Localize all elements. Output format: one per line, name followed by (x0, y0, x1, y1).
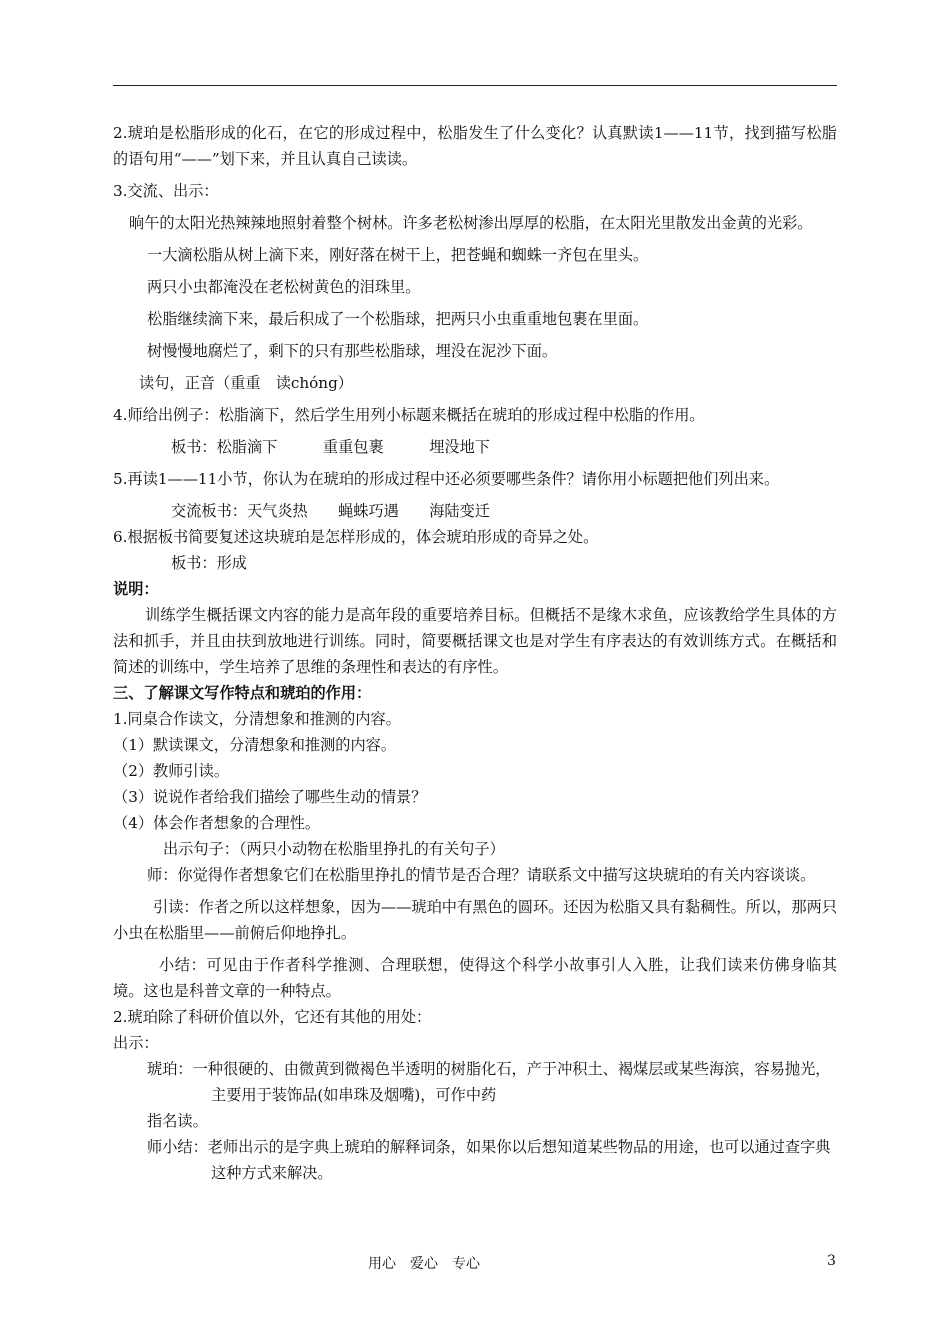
step-3-heading: 3.交流、出示： (113, 182, 219, 200)
quote-paragraph-5: 树慢慢地腐烂了，剩下的只有那些松脂球，埋没在泥沙下面。 (147, 342, 558, 360)
teacher-summary: 师小结：老师出示的是字典上琥珀的解释词条，如果你以后想知道某些物品的用途，也可以通过查字典这种方式来解决。 (147, 1138, 831, 1182)
footer-motto: 用心 爱心 专心 (368, 1256, 480, 1272)
guided-reading-paragraph: 引读：作者之所以这样想象，因为——琥珀中有黑色的圆环。还因为松脂又具有黏稠性。所以，那两只小虫在松脂里——前俯后仰地挣扎。 (113, 898, 837, 942)
quote-paragraph-4: 松脂继续滴下来，最后积成了一个松脂球，把两只小虫重重地包裹在里面。 (147, 310, 649, 328)
activity-1-item-4: （4）体会作者想象的合理性。 (113, 814, 321, 832)
pronunciation-note: 读句，正音（重重 读chóng） (139, 374, 353, 392)
board-writing-2: 交流板书：天气炎热 蝇蛛巧遇 海陆变迁 (171, 502, 490, 520)
section-3-heading: 三、了解课文写作特点和琥珀的作用： (113, 684, 372, 702)
document-body (113, 120, 837, 1186)
activity-2-heading: 2.琥珀除了科研价值以外，它还有其他的用处： (113, 1008, 432, 1026)
amber-definition: 琥珀：一种很硬的、由微黄到微褐色半透明的树脂化石，产于冲积土、褐煤层或某些海滨，容易抛光，主要用于装饰品(如串珠及烟嘴)，可作中药 (147, 1060, 831, 1104)
summary-paragraph: 小结：可见由于作者科学推测、合理联想，使得这个科学小故事引人入胜，让我们读来仿佛身临其境。这也是科普文章的一种特点。 (113, 956, 837, 1000)
step-5-paragraph: 5.再读1——11小节，你认为在琥珀的形成过程中还必须要哪些条件？请你用小标题把他们列出来。 (113, 470, 780, 488)
quote-paragraph-2: 一大滴松脂从树上滴下来，刚好落在树干上，把苍蝇和蜘蛛一齐包在里头。 (147, 246, 649, 264)
step-4-paragraph: 4.师给出例子：松脂滴下，然后学生用列小标题来概括在琥珀的形成过程中松脂的作用。 (113, 406, 705, 424)
board-writing-3: 板书：形成 (171, 554, 247, 572)
activity-1-item-2: （2）教师引读。 (113, 762, 229, 780)
show-sentences-line: 出示句子：（两只小动物在松脂里挣扎的有关句子） (163, 840, 505, 858)
quote-paragraph-3: 两只小虫都淹没在老松树黄色的泪珠里。 (147, 278, 421, 296)
page-number: 3 (827, 1253, 836, 1269)
named-reading-line: 指名读。 (147, 1112, 208, 1130)
teacher-question: 师：你觉得作者想象它们在松脂里挣扎的情节是否合理？请联系文中描写这块琥珀的有关内容谈谈。 (147, 866, 816, 884)
step-2-paragraph: 2.琥珀是松脂形成的化石，在它的形成过程中，松脂发生了什么变化？认真默读1——11节，找到描写松脂的语句用“——”划下来，并且认真自己读读。 (113, 124, 837, 168)
activity-1-item-3: （3）说说作者给我们描绘了哪些生动的情景？ (113, 788, 427, 806)
explanation-paragraph: 训练学生概括课文内容的能力是高年段的重要培养目标。但概括不是缘木求鱼，应该教给学生具体的方法和抓手，并且由扶到放地进行训练。同时，简要概括课文也是对学生有序表达的有效训练方式。在概括和简述的训练中，学生培养了思维的条理性和表达的有序性。 (113, 606, 837, 676)
board-writing-1: 板书：松脂滴下 重重包裹 埋没地下 (171, 438, 490, 456)
quote-paragraph-1: 晌午的太阳光热辣辣地照射着整个树林。许多老松树渗出厚厚的松脂，在太阳光里散发出金黄的光彩。 (129, 214, 813, 232)
activity-1-item-1: （1）默读课文，分清想象和推测的内容。 (113, 736, 397, 754)
explanation-heading: 说明： (113, 580, 159, 598)
step-6-paragraph: 6.根据板书简要复述这块琥珀是怎样形成的，体会琥珀形成的奇异之处。 (113, 528, 599, 546)
activity-1-heading: 1.同桌合作读文，分清想象和推测的内容。 (113, 710, 401, 728)
header-rule (113, 85, 837, 86)
show-label: 出示： (113, 1034, 159, 1052)
